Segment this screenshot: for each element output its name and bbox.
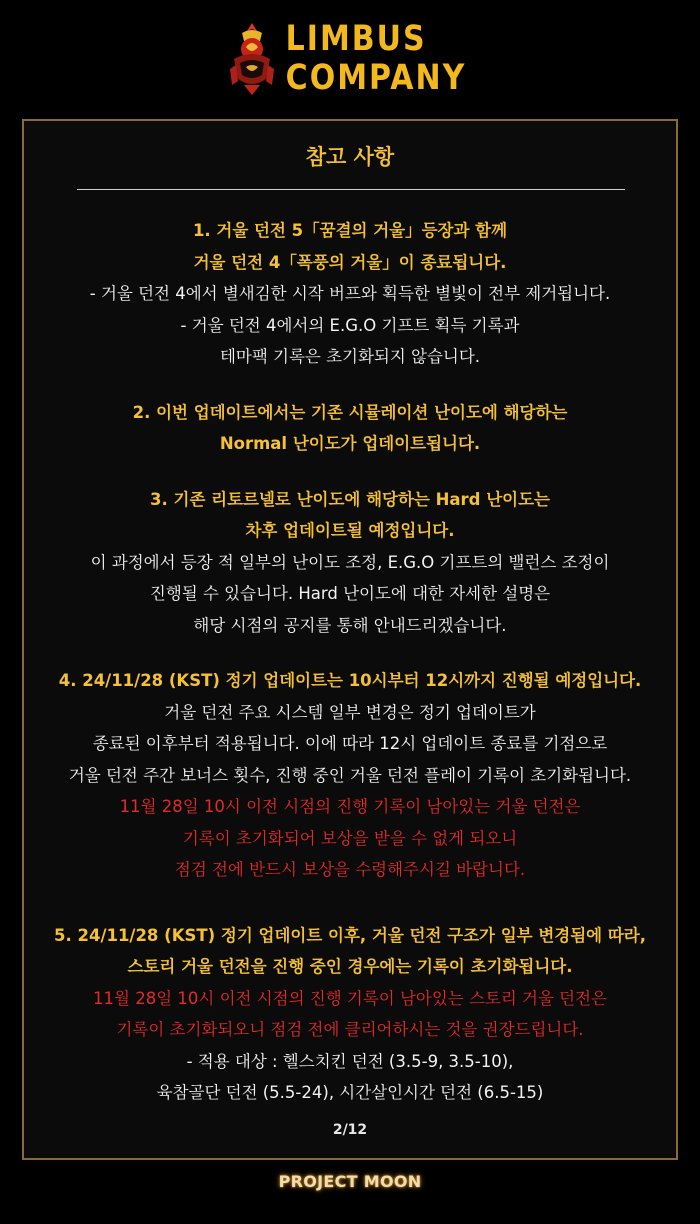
- logo-text-line2: COMPANY: [285, 57, 467, 99]
- notice-section-1: [24, 215, 676, 373]
- highlight-line: 차후 업데이트될 예정입니다.: [245, 521, 455, 540]
- text-line: 테마팩 기록은 초기화되지 않습니다.: [219, 347, 481, 366]
- text-line: 해당 시점의 공지를 통해 안내드리겠습니다.: [193, 615, 507, 635]
- highlight-line: 4. 24/11/28 (KST) 정기 업데이트는 10시부터 12시까지 진행될 예정입니다.: [58, 671, 642, 690]
- highlight-line: 1. 거울 던전 5「꿈결의 거울」등장과 함께: [192, 221, 508, 240]
- alert-line: 기록이 초기화되오니 점검 전에 클리어하시는 것을 권장드립니다.: [116, 1020, 584, 1039]
- text-line: 거울 던전 주요 시스템 일부 변경은 정기 업데이트가: [164, 702, 536, 722]
- highlight-line: 2. 이번 업데이트에서는 기존 시뮬레이션 난이도에 해당하는: [132, 402, 568, 422]
- section-gap: [24, 641, 676, 665]
- text-line: - 거울 던전 4에서 별새김한 시작 버프와 획득한 별빛이 전부 제거됩니다.: [89, 284, 611, 303]
- alert-line: 기록이 초기화되어 보상을 받을 수 없게 되오니: [182, 828, 518, 848]
- notice-title: 참고 사항: [305, 145, 395, 169]
- highlight-line: Normal 난이도가 업데이트됩니다.: [219, 434, 481, 453]
- highlight-line: 스토리 거울 던전을 진행 중인 경우에는 기록이 초기화됩니다.: [127, 957, 573, 976]
- alert-line: 11월 28일 10시 이전 시점의 진행 기록이 남아있는 스토리 거울 던전은: [93, 988, 607, 1008]
- text-line: 이 과정에서 등장 적 일부의 난이도 조정, E.G.O 기프트의 밸런스 조정이: [90, 552, 610, 572]
- text-line: 진행될 수 있습니다. Hard 난이도에 대한 자세한 설명은: [149, 584, 551, 603]
- highlight-line: 거울 던전 4「폭풍의 거울」이 종료됩니다.: [193, 252, 507, 272]
- notice-section-3: [24, 484, 676, 642]
- page-number: 2/12: [332, 1122, 368, 1138]
- alert-line: 11월 28일 10시 이전 시점의 진행 기록이 남아있는 거울 던전은: [119, 797, 581, 816]
- notice-section-5: [24, 920, 676, 1109]
- text-line: - 적용 대상 : 헬스치킨 던전 (3.5-9, 3.5-10),: [186, 1051, 514, 1071]
- text-line: 육참골단 던전 (5.5-24), 시간살인시간 던전 (6.5-15): [156, 1083, 544, 1102]
- text-line: 종료된 이후부터 적용됩니다. 이에 따라 12시 업데이트 종료를 기점으로: [92, 734, 608, 753]
- notice-body: [24, 215, 676, 1109]
- highlight-line: 3. 기존 리토르넬로 난이도에 해당하는 Hard 난이도는: [150, 489, 550, 509]
- limbus-company-emblem-icon: [224, 19, 280, 99]
- title-divider: [77, 189, 625, 190]
- highlight-line: 5. 24/11/28 (KST) 정기 업데이트 이후, 거울 던전 구조가 일부 변경됨에 따라,: [53, 925, 646, 945]
- section-gap: [24, 373, 676, 397]
- text-line: - 거울 던전 4에서의 E.G.O 기프트 획득 기록과: [180, 315, 520, 335]
- notice-section-4: [24, 665, 676, 886]
- section-gap: [24, 886, 676, 920]
- logo-text-line1: LIMBUS: [285, 18, 427, 59]
- notice-panel: [22, 119, 678, 1160]
- header: [0, 0, 700, 118]
- text-line: 거울 던전 주간 보너스 횟수, 진행 중인 거울 던전 플레이 기록이 초기화됩니다.: [68, 765, 632, 785]
- section-gap: [24, 460, 676, 484]
- limbus-company-logo: [224, 19, 467, 99]
- alert-line: 점검 전에 반드시 보상을 수령해주시길 바랍니다.: [174, 860, 526, 879]
- project-moon-footer: PROJECT MOON: [278, 1172, 422, 1191]
- notice-section-2: [24, 397, 676, 460]
